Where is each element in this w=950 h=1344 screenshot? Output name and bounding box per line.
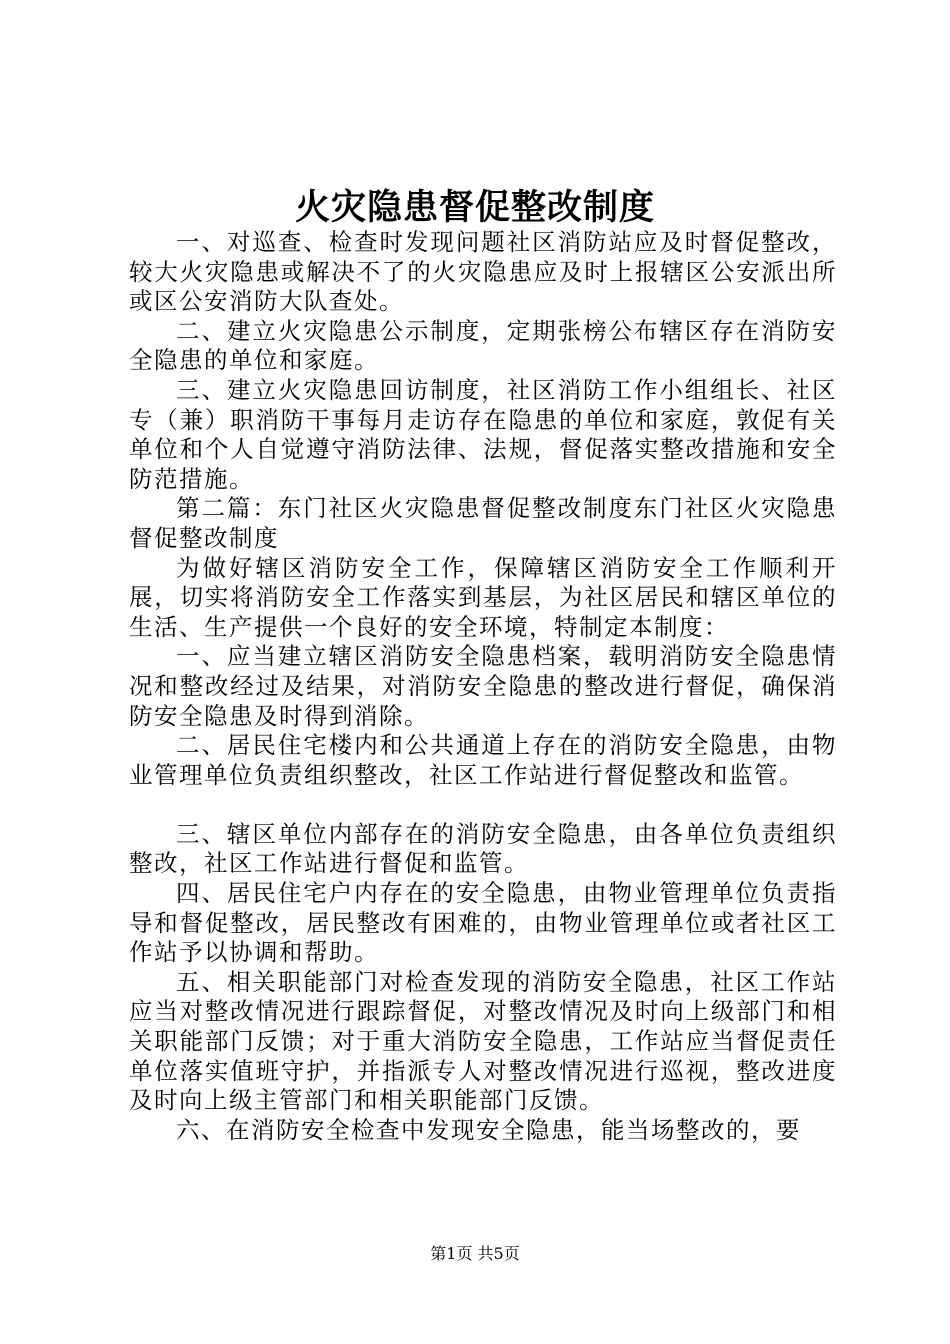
paragraph-1: 一、对巡查、检查时发现问题社区消防站应及时督促整改，较大火灾隐患或解决不了的火灾隐患应及时上报辖区公安派出所或区公安消防大队查处。	[129, 228, 837, 316]
paragraph-4: 第二篇：东门社区火灾隐患督促整改制度东门社区火灾隐患督促整改制度	[129, 494, 837, 552]
page-footer: 第1页 共5页	[430, 1244, 520, 1263]
paragraph-5: 为做好辖区消防安全工作，保障辖区消防安全工作顺利开展，切实将消防安全工作落实到基层，为社区居民和辖区单位的生活、生产提供一个良好的安全环境，特制定本制度：	[129, 553, 837, 641]
paragraph-8: 三、辖区单位内部存在的消防安全隐患，由各单位负责组织整改，社区工作站进行督促和监管。	[129, 819, 837, 878]
document-title: 火灾隐患督促整改制度	[294, 187, 655, 228]
paragraph-3: 三、建立火灾隐患回访制度，社区消防工作小组组长、社区专（兼）职消防干事每月走访存在隐患的单位和家庭，敦促有关单位和个人自觉遵守消防法律、法规，督促落实整改措施和安全防范措施。	[129, 375, 837, 493]
paragraph-10: 五、相关职能部门对检查发现的消防安全隐患，社区工作站应当对整改情况进行跟踪督促，对整改情况及时向上级部门和相关职能部门反馈；对于重大消防安全隐患，工作站应当督促责任单位落实值班守护，并指派专人对整改情况进行巡视，整改进度及时向上级主管部门和相关职能部门反馈。	[129, 967, 837, 1115]
paragraph-9: 四、居民住宅户内存在的安全隐患，由物业管理单位负责指导和督促整改，居民整改有困难的，由物业管理单位或者社区工作站予以协调和帮助。	[129, 879, 837, 967]
paragraph-11: 六、在消防安全检查中发现安全隐患，能当场整改的，要	[176, 1115, 801, 1144]
document-body	[129, 228, 837, 1145]
paragraph-6: 一、应当建立辖区消防安全隐患档案，载明消防安全隐患情况和整改经过及结果，对消防安全隐患的整改进行督促，确保消防安全隐患及时得到消除。	[129, 642, 837, 730]
paragraph-2: 二、建立火灾隐患公示制度，定期张榜公布辖区存在消防安全隐患的单位和家庭。	[129, 316, 837, 375]
paragraph-7: 二、居民住宅楼内和公共通道上存在的消防安全隐患，由物业管理单位负责组织整改，社区工作站进行督促整改和监管。	[129, 731, 837, 789]
